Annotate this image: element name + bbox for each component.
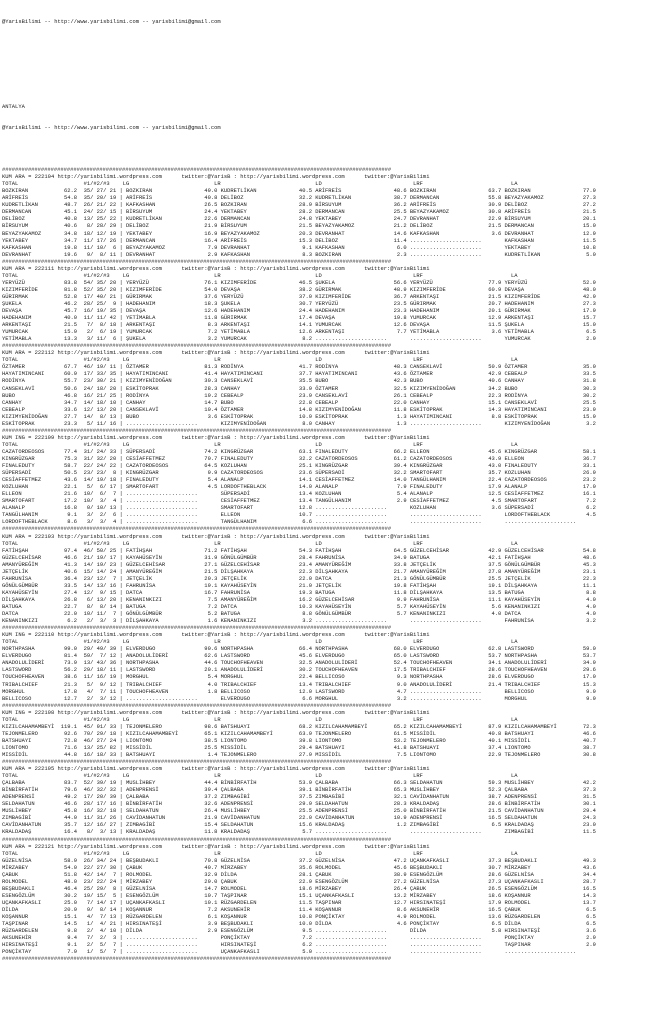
race-blocks <box>2 166 655 962</box>
table-row: BELLICOSO 12.7 2/ 3/ 12 | ...................... ELVERDUGO 6.6 MORGHUL 3.2 ...................... MORGHUL 9.9 <box>2 694 596 702</box>
hash-separator: ######################################################################################################################## <box>2 758 392 766</box>
table-row: ELVERDUGO 81.4 59/ 7/ 12 | ANADOLULİDERİ 62.6 LASTSWORD 45.6 ELVERDUGO 65.0 LASTSWORD 53.7 NORTHPASHA 53.7 <box>2 652 596 660</box>
table-row: UÇANKAFKASLI 25.0 7/ 14/ 17 | UÇANKAFKASLI 10.1 RÜZGARDELEN 11.5 TAŞPINAR 12.7 HIRSINATEŞİ 17.9 ROLMODEL 13.7 <box>2 898 596 906</box>
table-row: KOZLUHAN 22.1 5/ 6/ 17 | SMARTOFART 4.5 LORDOFTHEBLACK 14.0 ALANALP 7.9 FINALEDUTY 17.9 ALANALP 17.0 <box>2 483 596 491</box>
block-title: KUM ARA = 222103 http://yarisbilimi.wordpress.com twitter:@YarisB : http://yarisbilimi.wordpress.com twitter:@YarisBilimi <box>2 532 430 540</box>
table-row: RÜZGARDELEN 9.8 2/ 4/ 10 | DİLDA 2.9 ESENGÖZLÜM 9.5 ...................... DİLDA 5.8 HIRSINATEŞİ 3.6 <box>2 927 596 935</box>
block-title: KUM ING = 222108 http://yarisbilimi.wordpress.com twitter:@YarisB : http://yarisbilimi.wordpress.com twitter:@YarisBilimi <box>2 708 430 716</box>
block-title: KUM ING = 222110 http://yarisbilimi.wordpress.com twitter:@YarisB : http://yarisbilimi.wordpress.com twitter:@YarisBilimi <box>2 631 430 639</box>
spacer <box>2 145 655 152</box>
table-row: BUBO 46.8 16/ 21/ 25 | RODİNYA 19.2 CEBEALP 23.9 CANSEKLAVİ 26.1 CEBEALP 22.3 RODİNYA 30.2 <box>2 391 596 399</box>
table-row: KOŞANNUR 15.1 4/ 7/ 13 | RÜZGARDELEN 6.1 KOŞANNUR 10.8 PONÇİKTAY 4.9 ROLMODEL 13.6 RÜZGARDELEN 6.5 <box>2 913 596 921</box>
table-row: FINALEDUTY 58.7 22/ 24/ 22 | CAZATORDEOSOS 64.5 KOZLUHAN 25.1 KINGRÜZGAR 39.4 KINGRÜZGAR 43.0 FINALEDUTY 33.1 <box>2 462 596 470</box>
table-row: HAYATIMINCANI 60.9 17/ 33/ 35 | HAYATIMINCANI 41.4 HAYATIMINCANI 37.7 HAYATIMINCANI 43.6 ÖZTAMER 42.9 CEBEALP 33.5 <box>2 370 596 378</box>
column-headers: TOTAL #1/#2/#3 LG LR LD LRF LA <box>2 638 518 646</box>
block-title: KUM ARA = 222104 http://yarisbilimi.wordpress.com twitter:@YarisB : http://yarisbilimi.wordpress.com twitter:@YarisBilimi <box>2 173 430 181</box>
column-headers: TOTAL #1/#2/#3 LG LR LD LRF LA <box>2 772 518 780</box>
table-row: AKSUNEHİR 9.4 7/ 2/ 3 | ...................... PONÇİKTAY 7.2 ...................... ...................... PONÇİKTAY 2.9 <box>2 934 596 942</box>
table-row: FATİHŞAH 97.4 46/ 50/ 25 | FATİHŞAH 71.2 FATİHŞAH 54.3 FATİHŞAH 64.5 GÜZELCEHİSAR 42.9 GÜZELCEHİSAR 54.8 <box>2 546 596 554</box>
table-row: BATSHUAYI 72.8 46/ 27/ 24 | LIONTOMO 38.5 LIONTOMO 39.8 LIONTOMO 53.2 TEJONMELERO 40.1 MISSİDİL 40.7 <box>2 736 596 744</box>
table-row: CAVİDANHATUN 35.7 12/ 16/ 27 | ZIMBAGİBİ 15.4 SELDAHATUN 15.6 KRALDADAŞ 1.2 ZIMBAGİBİ 6.5 KRALDADAŞ 23.0 <box>2 821 596 829</box>
block-title: KUM ARA = 222121 http://yarisbilimi.wordpress.com twitter:@YarisB : http://yarisbilimi.wordpress.com twitter:@YarisBilimi <box>2 842 430 850</box>
table-row: KUDRETLİKAN 48.7 26/ 21/ 22 | KAFKASHAN 26.5 BOZKIRAN 28.9 BİRSUYUM 36.2 ARİFREİS 30.9 DELİBOZ 27.2 <box>2 201 596 209</box>
hash-separator: ######################################################################################################################## <box>2 525 392 533</box>
table-row: KENANINKIZI 6.2 2/ 3/ 3 | DİLŞAHKAYA 1.6 KENANINKIZI 3.2 ...................... ...................... FAHRUNİSA 3.2 <box>2 617 596 625</box>
table-row: NORTHPASHA 99.0 29/ 49/ 39 | ELVERDUGO 90.6 NORTHPASHA 66.4 NORTHPASHA 68.0 ELVERDUGO 62.8 LASTSWORD 59.0 <box>2 645 596 653</box>
table-row: ADENPRENSİ 49.2 17/ 20/ 39 | ÇALBABA 37.2 ZIMBAGİBİ 37.5 ZIMBAGİBİ 32.1 CAVİDANHATUN 38.7 ADENPRENSİ 31.5 <box>2 793 596 801</box>
table-row: MORGHUL 17.8 4/ 7/ 11 | TOUCHOFHEAVEN 1.8 BELLICOSO 12.0 LASTSWORD 4.7 ...................... BELLICOSO 9.9 <box>2 687 596 695</box>
spacer <box>2 39 655 46</box>
table-row: DELİBOZ 40.8 13/ 25/ 22 | KUDRETLİKAN 22.6 DERMANCAN 24.8 YEKTABEY 24.7 DEVRANHAT 22.9 BİRSUYUM 20.1 <box>2 215 596 223</box>
table-row: ARKENTAŞI 21.5 7/ 8/ 18 | ARKENTAŞI 8.3 ARKENTAŞI 14.1 YUMURCAK 12.6 DEVAŞA 11.5 ŞUKELA 15.0 <box>2 321 596 329</box>
table-row: BOZKIRAN 62.2 35/ 27/ 21 | BOZKIRAN 49.0 KUDRETLİKAN 40.5 ARİFREİS 48.6 BOZKIRAN 63.7 BOZKIRAN 77.9 <box>2 187 596 195</box>
table-row: YETİMABLA 13.3 3/ 11/ 6 | ŞUKELA 3.2 YUMURCAK 8.2 ...................... ...................... YUMURCAK 2.9 <box>2 335 596 343</box>
table-row: ÇABUK 51.8 42/ 14/ 7 | ROLMODEL 32.9 DİLDA 28.1 ÇABUK 38.9 ESENGÖZLÜM 28.6 GÜZELNİSA 34.4 <box>2 870 596 878</box>
column-headers: TOTAL #1/#2/#3 LG LR LD LRF LA <box>2 356 518 364</box>
table-row: AMANYÜREĞİM 41.3 14/ 19/ 23 | GÜZELCEHİSAR 27.1 GÜZELCEHİSAR 23.4 AMANYÜREĞİM 33.8 JETÇELİK 37.5 GÖNÜLGÜMBÜR 45.3 <box>2 560 596 568</box>
table-row: DEVAŞA 45.7 16/ 19/ 35 | DEVAŞA 12.6 HADEHANIM 24.4 HADEHANIM 23.3 HADEHANIM 20.1 GÜRIRMAK 17.9 <box>2 307 596 315</box>
table-row: KIZIMYENİDOĞAN 27.7 14/ 8/ 13 | BUBO 3.6 ESKİTOPRAK 10.9 ESKİTOPRAK 1.3 HAYATIMINCANI 8.8 ESKİTOPRAK 15.9 <box>2 412 596 420</box>
table-row: DATCA 22.0 10/ 11/ 7 | GÖNÜLGÜMBÜR 5.2 BATUGA 8.8 GÖNÜLGÜMBÜR 5.7 KENANINKIZI 4.0 DATCA 4.0 <box>2 610 596 618</box>
spacer <box>2 60 655 67</box>
table-row: SMARTOFART 17.2 10/ 3/ 4 | ...................... CESİAFFETMEZ 13.4 TANGÜLHANIM 2.9 CESİAFFETMEZ 4.5 SMARTOFART 7.2 <box>2 497 596 505</box>
table-row: YEKTABEY 34.7 11/ 17/ 26 | DERMANCAN 16.4 ARİFREİS 15.3 DELİBOZ 11.4 ...................... KAFKASHAN 11.5 <box>2 236 596 244</box>
table-row: LIONTOMO 71.6 13/ 25/ 82 | MISSİDİL 25.5 MISSİDİL 29.4 BATSHUAYI 41.8 BATSHUAYI 37.4 LIONTOMO 38.7 <box>2 743 596 751</box>
table-row: KRALDADAŞ 16.4 8/ 3/ 13 | KRALDADAŞ 11.8 KRALDADAŞ 5.7 ...................... ...................... ZIMBAGİBİ 11.5 <box>2 828 596 836</box>
hash-separator: ######################################################################################################################## <box>2 166 392 174</box>
header-contact-line-2: @YarisBilimi -- http://www.yarisbilimi.com -- yarisbilimi@gmail.com <box>2 123 221 131</box>
table-row: FAHRUNİSA 36.4 23/ 12/ 7 | JETÇELİK 20.3 JETÇELİK 22.0 DATCA 21.3 GÖNÜLGÜMBÜR 25.5 JETÇELİK 22.3 <box>2 574 596 582</box>
column-headers: TOTAL #1/#2/#3 LG LR LD LRF LA <box>2 539 518 547</box>
table-row: TRIBALCHIEF 21.3 5/ 9/ 12 | TRIBALCHIEF 4.0 TRIBALCHIEF 13.4 TRIBALCHIEF 9.0 ANADOLULİDERİ 21.4 TRIBALCHIEF 15.3 <box>2 680 596 688</box>
hash-separator: ######################################################################################################################## <box>2 835 392 843</box>
hash-separator: ######################################################################################################################## <box>2 342 392 350</box>
table-row: KIZIMFERİDE 81.8 52/ 35/ 20 | KIZIMFERİDE 54.0 DEVAŞA 38.2 GÜRIRMAK 48.9 KIZIMFERİDE 60.9 DEVAŞA 48.0 <box>2 285 596 293</box>
table-row: ESKİTOPRAK 23.3 5/ 11/ 16 | ...................... KIZIMYENİDOĞAN 8.0 CANHAY 1.3 ...................... KIZIMYENİDOĞAN 3.2 <box>2 419 596 427</box>
table-row: GÜRIRMAK 52.8 17/ 40/ 21 | GÜRIRMAK 37.6 YERYÜZÜ 37.0 KIZIMFERİDE 36.7 ARKENTAŞI 21.5 KIZIMFERİDE 42.9 <box>2 292 596 300</box>
table-row: CANHAY 34.7 14/ 18/ 10 | CANHAY 14.7 BUBO 22.8 CEBEALP 22.0 CANHAY 15.1 CANSEKLAVİ 25.5 <box>2 398 596 406</box>
header-contact-line: @YarisBilimi -- http://www.yarisbilimi.com -- yarisbilimi@gmail.com <box>2 18 221 26</box>
block-title: KUM ARA = 222112 http://yarisbilimi.wordpress.com twitter:@YarisB : http://yarisbilimi.wordpress.com twitter:@YarisBilimi <box>2 349 430 357</box>
table-row: GÖNÜLGÜMBÜR 33.5 14/ 13/ 16 | FAHRUNİSA 19.1 KAYAHÜSEYİN 21.0 JETÇELİK 19.8 FATİHŞAH 19.1 DİLŞAHKAYA 11.1 <box>2 581 596 589</box>
table-row: LORDOFTHEBLACK 8.6 3/ 3/ 4 | ...................... TANGÜLHANIM 6.6 ...................... ...................... ...................... <box>2 518 596 526</box>
table-row: YERYÜZÜ 83.8 54/ 35/ 20 | YERYÜZÜ 76.1 KIZIMFERİDE 46.5 ŞUKELA 56.6 YERYÜZÜ 77.9 YERYÜZÜ 52.9 <box>2 278 596 286</box>
column-headers: TOTAL #1/#2/#3 LG LR LD LRF LA <box>2 849 518 857</box>
table-row: DİLDA 20.9 9/ 8/ 14 | KOŞANNUR 7.2 AKSUNEHİR 11.4 KOŞANNUR 8.6 AKSUNEHİR 16.5 ÇABUK 6.5 <box>2 906 596 913</box>
table-row: MUSLİHBEY 45.8 16/ 32/ 18 | SELDAHATUN 26.4 MUSLİHBEY 25.5 ADENPRENSİ 25.0 BİNBİRFATİH 21.5 CAVİDANHATUN 29.4 <box>2 807 596 815</box>
block-title: KUM ARA = 222111 http://yarisbilimi.wordpress.com twitter:@YarisB : http://yarisbilimi.wordpress.com twitter:@YarisBilimi <box>2 264 430 272</box>
table-row: ÇALBABA 83.7 52/ 39/ 19 | MUSLİHBEY 44.4 BİNBİRFATİH 53.9 ÇALBABA 66.3 SELDAHATUN 59.3 MUSLİHBEY 42.2 <box>2 779 596 787</box>
table-row: SÜPERSADİ 50.5 23/ 23/ 8 | KINGRÜZGAR 9.9 CAZATORDEOSOS 23.6 SÜPERSADİ 32.2 SMARTOFART 35.7 KOZLUHAN 26.9 <box>2 469 596 477</box>
table-row: ARİFREİS 54.8 35/ 20/ 19 | ARİFREİS 40.8 DELİBOZ 32.2 KUDRETLİKAN 38.7 DERMANCAN 55.8 BEYAZYAKAMOZ 27.3 <box>2 194 596 202</box>
table-row: MISSİDİL 44.8 16/ 18/ 33 | BATSHUAYI 1.4 TEJONMELERO 27.9 MISSİDİL 7.5 LIONTOMO 22.9 TEJONMELERO 30.8 <box>2 750 596 758</box>
table-row: ŞUKELA 46.2 28/ 25/ 9 | HADEHANIM 18.3 ŞUKELA 30.7 YERYÜZÜ 23.5 GÜRIRMAK 20.7 HADEHANIM 27.3 <box>2 299 596 307</box>
table-row: JETÇELİK 40.6 15/ 14/ 24 | AMANYÜREĞİM 21.5 DİLŞAHKAYA 22.3 DİLŞAHKAYA 21.7 AMANYÜREĞİM 27.8 AMANYÜREĞİM 23.1 <box>2 567 596 575</box>
table-row: ALANALP 16.8 0/ 10/ 13 | ...................... SMARTOFART 12.8 ...................... KOZLUHAN 3.6 SÜPERSADİ 6.2 <box>2 504 596 512</box>
table-row: ROLMODEL 48.0 23/ 22/ 24 | MİRZABEY 29.0 ÇABUK 22.9 ESENGÖZLÜM 27.2 GÜZELNİSA 27.3 UÇANKAFKASLI 28.7 <box>2 877 596 885</box>
city-title: ANTALYA <box>2 102 25 110</box>
table-row: TANGÜLHANIM 9.1 3/ 2/ 6 | ...................... ELLEON 10.7 ...................... ...................... LORDOFTHEBLACK 4.5 <box>2 511 596 519</box>
table-row: ÖZTAMER 67.7 46/ 19/ 11 | ÖZTAMER 81.3 RODİNYA 41.7 RODİNYA 48.3 CANSEKLAVİ 50.9 ÖZTAMER 35.0 <box>2 363 596 371</box>
table-row: SELDAHATUN 46.6 28/ 17/ 16 | BİNBİRFATİH 32.6 ADENPRENSİ 29.9 SELDAHATUN 28.3 KRALDADAŞ 28.6 BİNBİRFATİH 30.1 <box>2 800 596 808</box>
table-row: YUMURCAK 15.9 2/ 6/ 19 | YUMURCAK 7.2 YETİMABLA 12.6 ARKENTAŞI 7.7 YETİMABLA 3.6 YETİMABLA 6.5 <box>2 328 596 336</box>
table-row: BEYAZYAKAMOZ 34.8 18/ 12/ 19 | YEKTABEY 16.9 BEYAZYAKAMOZ 20.3 DEVRANHAT 14.6 KAFKASHAN 3.6 DEVRANHAT 12.9 <box>2 229 596 237</box>
table-row: CEBEALP 33.6 12/ 13/ 20 | CANSEKLAVİ 10.4 ÖZTAMER 14.8 KIZIMYENİDOĞAN 11.8 ESKİTOPRAK 14.3 HAYATIMINCANI 23.9 <box>2 405 596 413</box>
table-row: GÜZELCEHİSAR 46.6 21/ 19/ 17 | KAYAHÜSEYİN 31.9 GÖNÜLGÜMBÜR 28.4 FAHRUNİSA 34.9 BATUGA 42.1 FATİHŞAH 48.6 <box>2 553 596 561</box>
table-row: ZIMBAGİBİ 44.0 11/ 31/ 26 | CAVİDANHATUN 21.9 CAVİDANHATUN 22.0 CAVİDANHATUN 10.9 ADENPRENSİ 16.5 SELDAHATUN 24.3 <box>2 814 596 822</box>
table-row: GÜZELNİSA 58.9 26/ 34/ 24 | BEŞBUDAKLI 70.8 GÜZELNİSA 37.2 GÜZELNİSA 47.2 UÇANKAFKASLI 37.3 BEŞBUDAKLI 49.3 <box>2 856 596 864</box>
block-title: KUM ARA = 222105 http://yarisbilimi.wordpress.com twitter:@YarisB : http://yarisbilimi.wordpress.com twitter:@YarisBilimi <box>2 765 430 773</box>
hash-separator: ######################################################################################################################## <box>2 257 392 265</box>
table-row: DERMANCAN 45.1 24/ 22/ 15 | BİRSUYUM 24.4 YEKTABEY 28.2 DERMANCAN 25.5 BEYAZYAKAMOZ 30.8 ARİFREİS 21.5 <box>2 208 596 216</box>
table-row: MİRZABEY 54.0 22/ 27/ 30 | ÇABUK 40.7 MİRZABEY 35.6 ROLMODEL 45.6 BEŞBUDAKLI 30.7 MİRZABEY 43.6 <box>2 863 596 871</box>
hash-separator: ######################################################################################################################## <box>2 955 392 963</box>
table-row: KAFKASHAN 19.8 11/ 10/ 6 | BEYAZYAKAMOZ 7.9 DEVRANHAT 9.1 KAFKASHAN 6.0 ...................... YEKTABEY 10.8 <box>2 243 596 251</box>
table-row: CANSEKLAVİ 50.6 24/ 18/ 20 | ESKİTOPRAK 28.3 CANHAY 33.9 ÖZTAMER 32.5 KIZIMYENİDOĞAN 34.2 BUBO 30.3 <box>2 384 596 392</box>
table-row: TEJONMELERO 92.6 70/ 29/ 18 | KIZILCAHAMAMBEYİ 65.1 KIZILCAHAMAMBEYİ 63.9 TEJONMELERO 61.5 MISSİDİL 40.8 BATSHUAYI 46.6 <box>2 729 596 737</box>
table-row: CESİAFFETMEZ 43.6 14/ 19/ 18 | FINALEDUTY 5.4 ALANALP 14.1 CESİAFFETMEZ 14.0 TANGÜLHANIM 22.4 CAZATORDEOSOS 23.2 <box>2 476 596 484</box>
hash-separator: ######################################################################################################################## <box>2 624 392 632</box>
table-row: DEVRANHAT 19.6 9/ 8/ 11 | DEVRANHAT 2.9 KAFKASHAN 8.3 BOZKIRAN 2.3 ...................... KUDRETLİKAN 5.0 <box>2 250 596 258</box>
table-row: RODİNYA 55.7 23/ 30/ 21 | KIZIMYENİDOĞAN 30.3 CANSEKLAVİ 35.5 BUBO 42.3 BUBO 40.6 CANHAY 31.8 <box>2 377 596 385</box>
table-row: BİRSUYUM 40.6 8/ 28/ 29 | DELİBOZ 21.9 BİRSUYUM 21.5 BEYAZYAKAMOZ 21.2 DELİBOZ 21.5 DERMANCAN 15.0 <box>2 222 596 230</box>
hash-separator: ######################################################################################################################## <box>2 701 392 709</box>
table-row: DİLŞAHKAYA 26.8 6/ 13/ 20 | KENANINKIZI 7.5 AMANYÜREĞİM 16.2 GÜZELCEHİSAR 9.9 FAHRUNİSA 11.1 KAYAHÜSEYİN 4.0 <box>2 595 596 603</box>
table-row: CAZATORDEOSOS 77.4 31/ 24/ 33 | SÜPERSADİ 74.2 KINGRÜZGAR 63.1 FINALEDUTY 66.2 ELLEON 45.6 KINGRÜZGAR 58.1 <box>2 447 596 455</box>
table-row: KINGRÜZGAR 75.3 31/ 32/ 20 | CESİAFFETMEZ 70.7 FINALEDUTY 32.2 CAZATORDEOSOS 61.2 CAZATORDEOSOS 43.9 ELLEON 36.7 <box>2 455 596 462</box>
table-row: TAŞPINAR 14.5 1/ 4/ 21 | HIRSINATEŞİ 3.9 BEŞBUDAKLI 10.0 DİLDA 4.6 PONÇİKTAY 6.5 DİLDA 6.5 <box>2 920 596 928</box>
table-row: PONÇİKTAY 7.9 1/ 5/ 7 | ...................... UÇANKAFKASLI 5.0 ...................... ...................... ...................... <box>2 948 596 956</box>
table-row: BEŞBUDAKLI 46.4 25/ 29/ 8 | GÜZELNİSA 14.7 ROLMODEL 18.6 MİRZABEY 26.4 ÇABUK 26.5 ESENGÖZLÜM 16.5 <box>2 884 596 892</box>
table-row: BİNBİRFATİH 79.6 46/ 32/ 32 | ADENPRENSİ 39.4 ÇALBABA 39.1 BİNBİRFATİH 65.3 MUSLİHBEY 52.3 ÇALBABA 37.3 <box>2 786 596 794</box>
column-headers: TOTAL #1/#2/#3 LG LR LD LRF LA <box>2 440 518 448</box>
table-row: ANADOLULİDERİ 73.9 13/ 43/ 36 | NORTHPASHA 44.6 TOUCHOFHEAVEN 32.5 ANADOLULİDERİ 52.4 TOUCHOFHEAVEN 34.1 ANADOLULİDERİ 34.9 <box>2 659 596 667</box>
table-row: LASTSWORD 56.2 29/ 18/ 11 | LASTSWORD 20.1 ANADOLULİDERİ 30.2 TOUCHOFHEAVEN 17.5 TRIBALCHIEF 28.6 TOUCHOFHEAVEN 29.6 <box>2 666 596 674</box>
table-row: ELLEON 21.6 10/ 6/ 7 | ...................... SÜPERSADİ 13.4 KOZLUHAN 5.4 ALANALP 12.5 CESİAFFETMEZ 16.1 <box>2 490 596 498</box>
table-row: TOUCHOFHEAVEN 38.6 11/ 16/ 19 | MORGHUL 5.4 MORGHUL 22.4 BELLICOSO 9.3 NORTHPASHA 28.6 ELVERDUGO 17.0 <box>2 673 596 681</box>
table-row: HADEHANIM 40.0 11/ 11/ 42 | YETİMABLA 11.8 GÜRIRMAK 17.4 DEVAŞA 19.8 YUMURCAK 12.9 ARKENTAŞI 15.7 <box>2 314 596 322</box>
table-row: KAYAHÜSEYİN 27.4 12/ 9/ 15 | DATCA 16.7 FAHRUNİSA 19.3 BATUGA 11.8 DİLŞAHKAYA 13.5 BATUGA 8.8 <box>2 588 596 596</box>
table-row: BATUGA 22.7 8/ 8/ 14 | BATUGA 7.2 DATCA 10.3 KAYAHÜSEYİN 5.7 KAYAHÜSEYİN 5.6 KENANINKIZI 4.0 <box>2 602 596 610</box>
column-headers: TOTAL #1/#2/#3 LG LR LD LRF LA <box>2 271 518 279</box>
hash-separator: ######################################################################################################################## <box>2 426 392 434</box>
column-headers: TOTAL #1/#2/#3 LG LR LD LRF LA <box>2 180 518 188</box>
column-headers: TOTAL #1/#2/#3 LG LR LD LRF LA <box>2 715 518 723</box>
table-row: ESENGÖZLÜM 30.2 19/ 15/ 5 | ESENGÖZLÜM 10.7 TAŞPINAR 15.1 UÇANKAFKASLI 13.2 MİRZABEY 18.6 KOŞANNUR 14.3 <box>2 891 596 899</box>
spacer <box>2 82 655 89</box>
block-title: KUM ING = 222109 http://yarisbilimi.wordpress.com twitter:@YarisB : http://yarisbilimi.wordpress.com twitter:@YarisBilimi <box>2 433 430 441</box>
table-row: HIRSINATEŞİ 9.1 2/ 5/ 7 | ...................... HIRSINATEŞİ 6.2 ...................... ...................... TAŞPINAR 2.9 <box>2 941 596 949</box>
table-row: KIZILCAHAMAMBEYİ 119.1 45/ 91/ 33 | TEJONMELERO 98.6 BATSHUAYI 68.2 KIZILCAHAMAMBEYİ 65.2 KIZILCAHAMAMBEYİ 87.9 KIZILCAHAMAMBEYİ 72.3 <box>2 722 596 730</box>
